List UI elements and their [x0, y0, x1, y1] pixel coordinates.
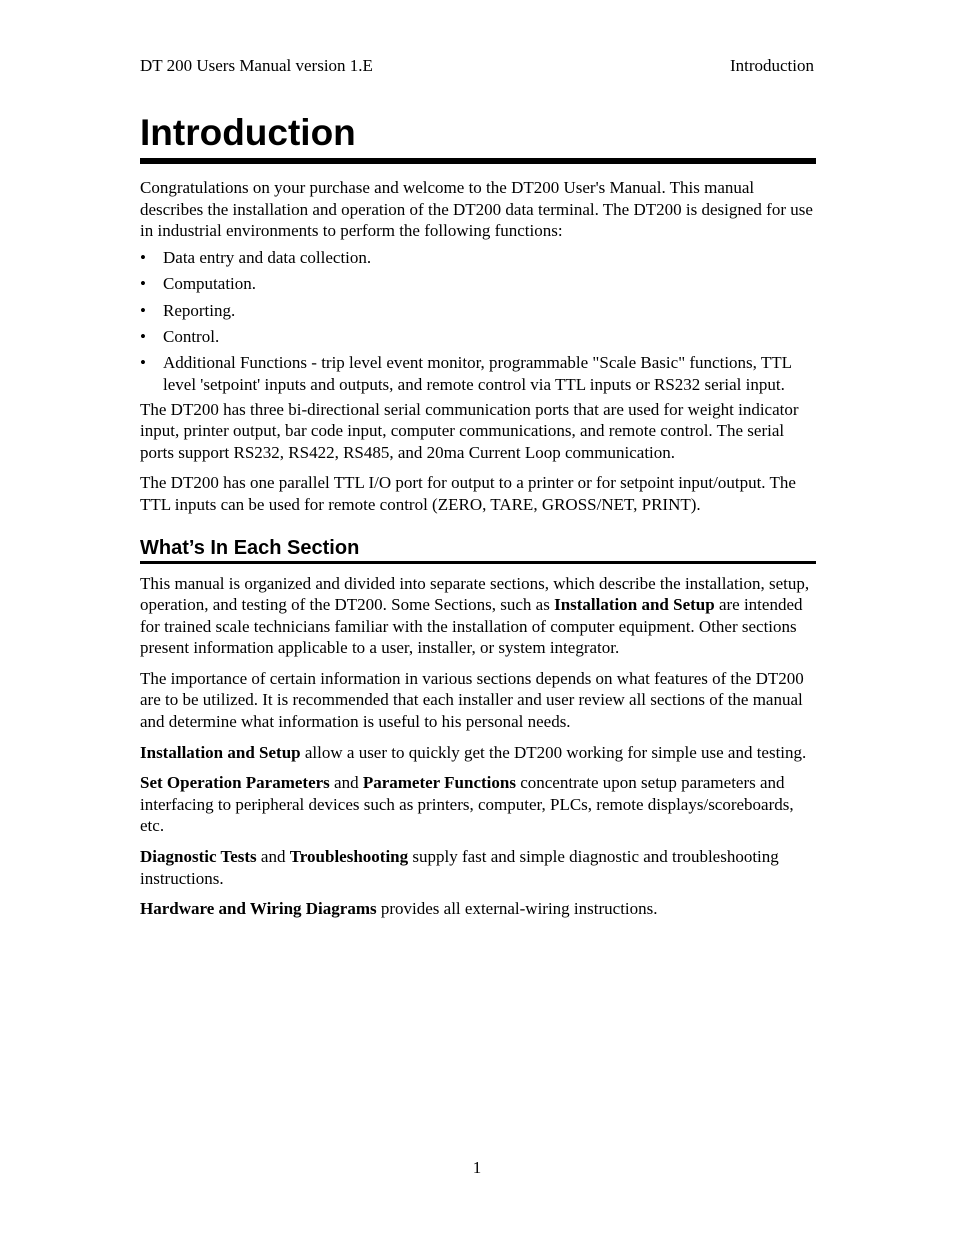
- list-item-text: Computation.: [163, 274, 257, 294]
- list-item: [140, 352, 816, 395]
- bullet-icon: •: [140, 326, 146, 346]
- organization-paragraph: This manual is organized and divided into separate sections, which describe the installation, setup, operation, and testing of the DT200. Some Sections, such as Installation and Setup are intended for trained scale technicians familiar with the installation of computer equipment. Other sections present information applicable to a user, installer, or system integrator.: [140, 573, 810, 658]
- bullet-icon: •: [140, 247, 146, 267]
- list-item: [140, 326, 816, 348]
- list-item-text: Additional Functions - trip level event monitor, programmable "Scale Basic" functions, TTL level 'setpoint' inputs and outputs, and remote control via TTL inputs or RS232 serial input.: [163, 353, 792, 394]
- functions-list: [140, 247, 816, 396]
- installation-setup-paragraph: Installation and Setup allow a user to quickly get the DT200 working for simple use and testing.: [140, 742, 807, 762]
- running-header-right: Introduction: [729, 56, 814, 75]
- intro-paragraph: Congratulations on your purchase and welcome to the DT200 User's Manual. This manual describes the installation and operation of the DT200 data terminal. The DT200 is designed for use in industrial environments to perform the following functions:: [140, 178, 813, 241]
- list-item-text: Control.: [163, 326, 220, 346]
- page-number: 1: [472, 1158, 482, 1177]
- section-heading: What’s In Each Section: [140, 535, 816, 564]
- list-item-text: Data entry and data collection.: [163, 247, 372, 267]
- running-header-left: DT 200 Users Manual version 1.E: [140, 56, 373, 75]
- hardware-paragraph: Hardware and Wiring Diagrams provides all external-wiring instructions.: [140, 899, 658, 919]
- list-item: [140, 300, 816, 322]
- page-title: Introduction: [140, 110, 816, 164]
- set-operation-paragraph: Set Operation Parameters and Parameter Functions concentrate upon setup parameters and interfacing to peripheral devices such as printers, computer, PLCs, remote displays/scoreboards, etc.: [140, 773, 794, 836]
- diagnostics-paragraph: Diagnostic Tests and Troubleshooting supply fast and simple diagnostic and troubleshooting instructions.: [140, 847, 779, 888]
- serial-ports-paragraph: The DT200 has three bi-directional serial communication ports that are used for weight indicator input, printer output, bar code input, computer communications, and remote control. The serial ports support RS232, RS422, RS485, and 20ma Current Loop communication.: [140, 399, 799, 462]
- list-item: [140, 247, 816, 269]
- list-item: [140, 273, 816, 295]
- bullet-icon: •: [140, 300, 146, 320]
- page-body: [140, 110, 816, 920]
- importance-paragraph: The importance of certain information in various sections depends on what features of the DT200 are to be utilized. It is recommended that each installer and user review all sections of the manual and determine what information is useful to his personal needs.: [140, 668, 804, 732]
- bullet-icon: •: [140, 274, 146, 294]
- parallel-port-paragraph: The DT200 has one parallel TTL I/O port for output to a printer or for setpoint input/output. The TTL inputs can be used for remote control (ZERO, TARE, GROSS/NET, PRINT).: [140, 473, 796, 514]
- list-item-text: Reporting.: [163, 300, 236, 320]
- bullet-icon: •: [140, 353, 146, 373]
